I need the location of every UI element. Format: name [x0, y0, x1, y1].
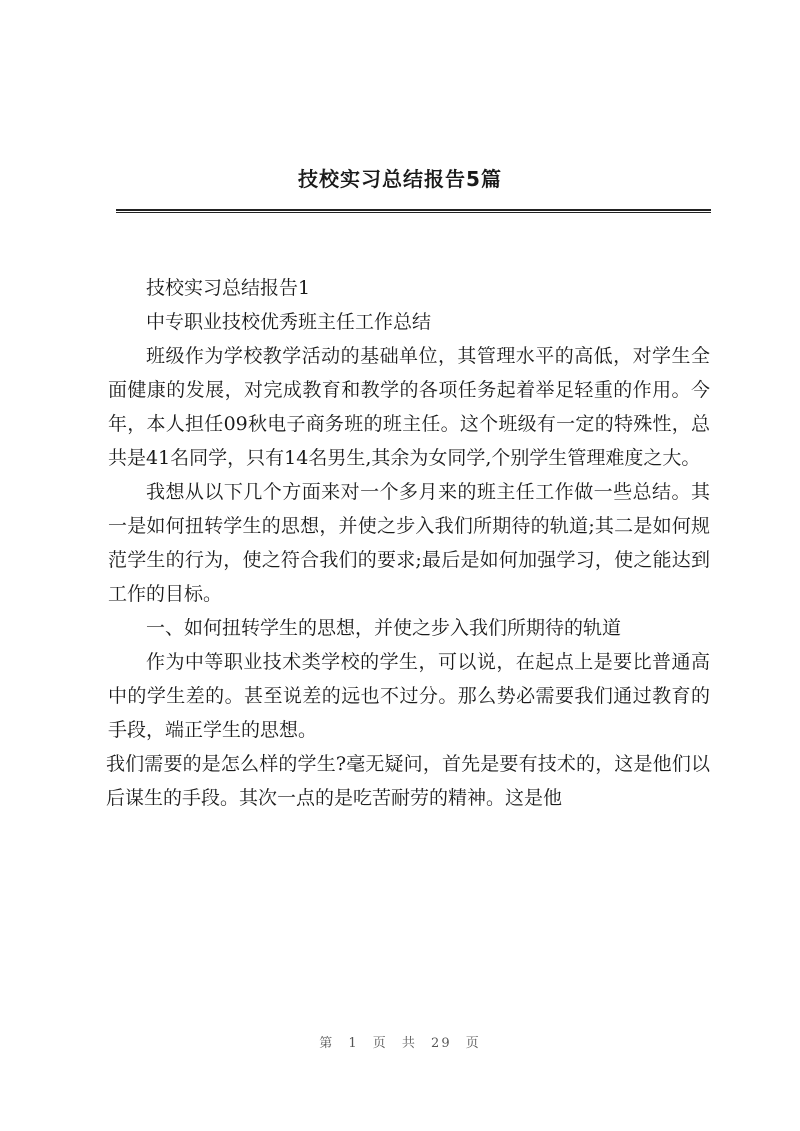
document-body — [108, 271, 710, 815]
subtitle: 中专职业技校优秀班主任工作总结 — [146, 311, 432, 333]
paragraph: 班级作为学校教学活动的基础单位，其管理水平的高低，对学生全面健康的发展，对完成教育和教学的各项任务起着举足轻重的作用。今年，本人担任09秋电子商务班的班主任。这个班级有一定的特殊性，总共是41名同学，只有14名男生,其余为女同学,个别学生管理难度之大。 — [108, 345, 710, 469]
section-heading: 技校实习总结报告1 — [146, 277, 311, 299]
title-divider — [116, 209, 711, 213]
paragraph: 我想从以下几个方面来对一个多月来的班主任工作做一些总结。其一是如何扭转学生的思想，并使之步入我们所期待的轨道;其二是如何规范学生的行为，使之符合我们的要求;最后是如何加强学习，使之能达到工作的目标。 — [108, 481, 710, 605]
document-title: 技校实习总结报告5篇 — [298, 167, 502, 191]
paragraph: 我们需要的是怎么样的学生?毫无疑问，首先是要有技术的，这是他们以后谋生的手段。其次一点的是吃苦耐劳的精神。这是他 — [106, 753, 710, 809]
section-heading: 一、如何扭转学生的思想，并使之步入我们所期待的轨道 — [146, 617, 622, 639]
paragraph: 作为中等职业技术类学校的学生，可以说，在起点上是要比普通高中的学生差的。甚至说差的远也不过分。那么势必需要我们通过教育的手段，端正学生的思想。 — [108, 651, 710, 741]
page-number: 第 1 页 共 29 页 — [319, 1036, 481, 1051]
